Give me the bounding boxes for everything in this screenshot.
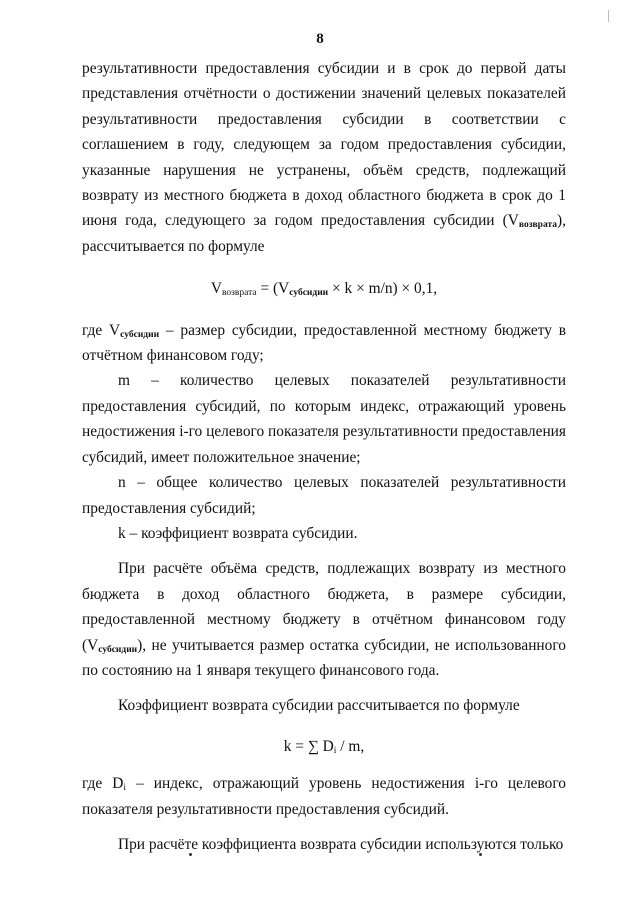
paragraph-6-sub: субсидии [98, 644, 138, 655]
paragraph-1-tail: ), рассчитывается по формуле [82, 212, 566, 255]
paragraph-2-lead: где V [82, 321, 121, 339]
formula1-sub2: субсидии [289, 288, 329, 299]
document-body [82, 56, 566, 857]
paragraph-1-text: результативности предоставления субсидии и в срок до первой даты представления отчётности о достижении значений целевых показателей результативности предоставления субсидии в соответствии с соглашением в году, следующем за годом предоставления субсидии, указанные нарушения не устранены, объём средств, подлежащий возврату из местного бюджета в доход областного бюджета в срок до 1 июня года, следующего за годом предоставления субсидии (V [82, 60, 566, 230]
paragraph-3: m – количество целевых показателей результативности предоставления субсидий, по которым индекс, отражающий уровень недостижения i-го целевого показателя результативности предоставления субсидий, имеет положительное значение; [82, 372, 566, 466]
formula-coefficient [82, 734, 566, 759]
paragraph-8-sub: i [123, 783, 127, 794]
paragraph-8-text: – индекс, отражающий уровень недостижения i-го целевого показателя результативности предоставления субсидий. [82, 775, 566, 818]
paragraph-8 [82, 771, 566, 822]
formula1-v-sub: возврата [221, 288, 257, 299]
paragraph-6 [82, 556, 566, 683]
paragraph-8-lead: где D [82, 775, 124, 793]
formula1-tail: × k × m/n) × 0,1, [328, 280, 438, 298]
formula2-lead: k = ∑ D [283, 737, 334, 755]
paragraph-2-sub: субсидии [120, 329, 160, 340]
paragraph-2-text: – размер субсидии, предоставленной местному бюджету в отчётном финансовом году; [82, 321, 567, 365]
paragraph-4: n – общее количество целевых показателей результативности предоставления субсидий; [82, 474, 566, 517]
formula1-v: V [210, 280, 222, 298]
formula2-sub: i [333, 745, 337, 756]
paragraph-6-tail: ), не учитывается размер остатка субсидии, не использованного по состоянию на 1 января текущего финансового года. [82, 636, 566, 679]
formula1-mid: = (V [256, 280, 290, 298]
page-number: 8 [316, 31, 324, 47]
formula2-tail: / m, [336, 737, 365, 755]
scan-dot-right [479, 853, 482, 856]
v-return-subscript: возврата [518, 220, 558, 231]
scan-edge-mark [608, 10, 609, 22]
paragraph-5: k – коэффициент возврата субсидии. [118, 524, 358, 542]
scan-dot-left [189, 853, 192, 856]
paragraph-1 [82, 56, 566, 259]
paragraph-6-text: При расчёте объёма средств, подлежащих возврату из местного бюджета в доход областного бюджета, в размере субсидии, предоставленной местному бюджету в отчётном финансовом году (V [82, 560, 566, 654]
formula-return-volume [82, 276, 566, 301]
paragraph-2 [82, 318, 566, 369]
paragraph-7: Коэффициент возврата субсидии рассчитывается по формуле [118, 697, 520, 715]
paragraph-9: При расчёте коэффициента возврата субсидии используются только [118, 835, 564, 853]
